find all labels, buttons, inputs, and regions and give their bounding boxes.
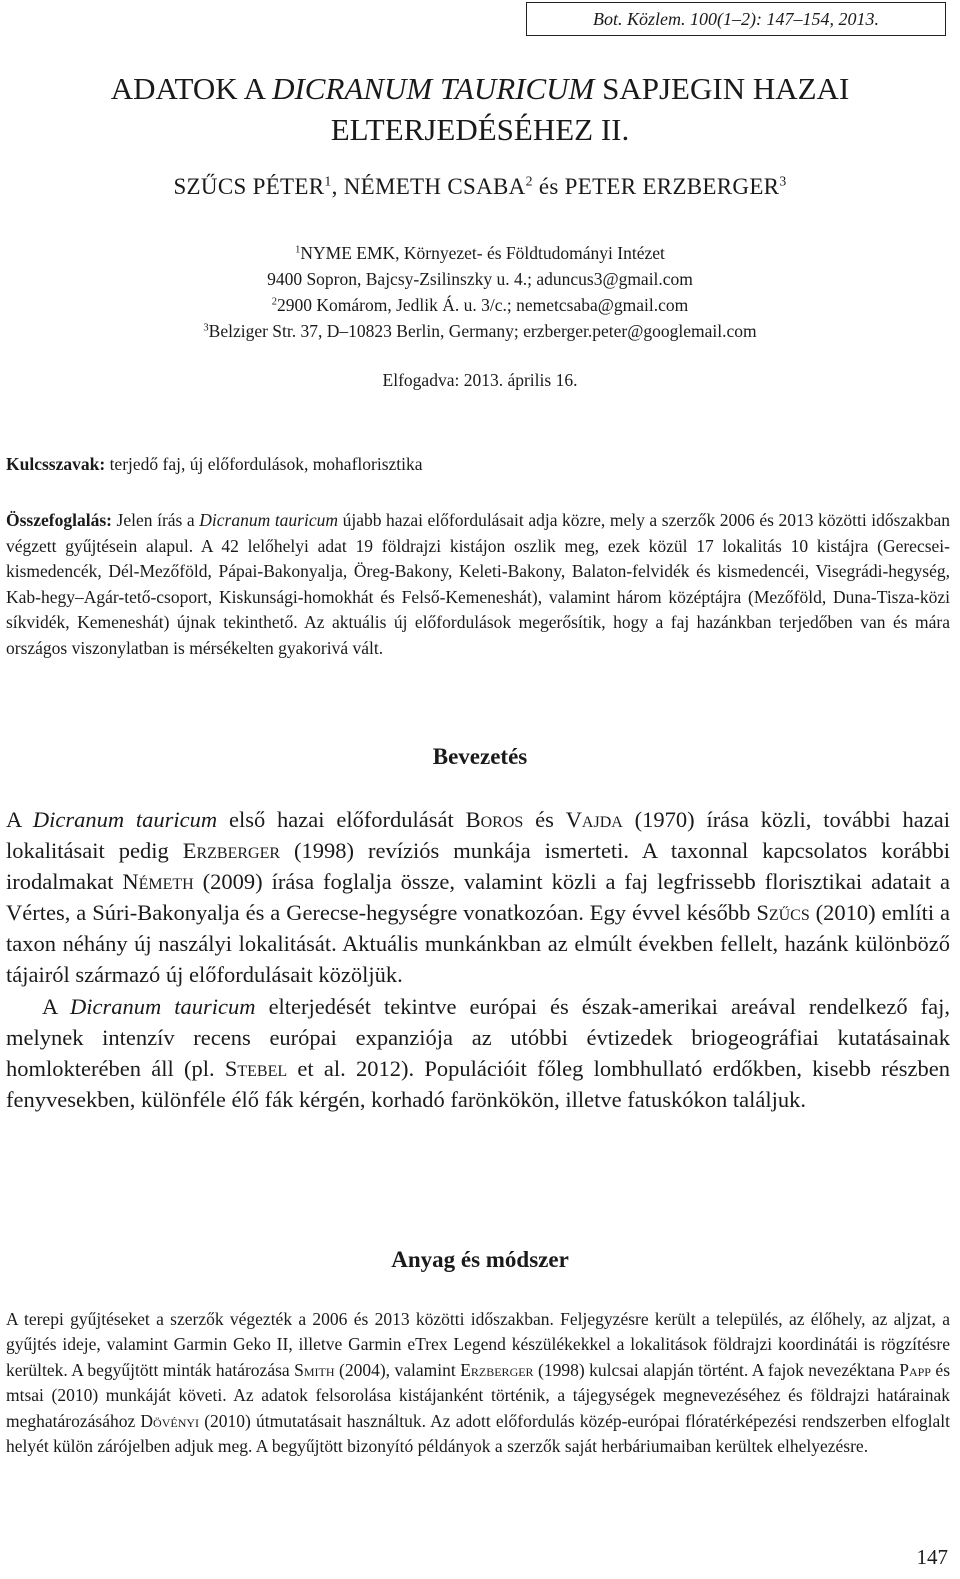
affiliation-3: $^3$Belziger Str. 37, D–10823 Berlin, Germany; erzberger.peter@googlemail.com bbox=[203, 321, 757, 341]
intro-paragraph-1: A Dicranum tauricum első hazai előfordulását Boros és Vajda (1970) írása közli, további hazai lokalitásait pedig Erzberger (1998) revíziós munkája ismerteti. A taxonnal kapcsolatos korábbi irodalmakat Németh (2009) írása foglalja össze, valamint közli a faj legfrissebb florisztikai adatait a Vértes, a Súri-Bakonyalja és a Gerecse-hegységre vonatkozóan. Egy évvel később Szűcs (2010) említi a taxon néhány új naszályi lokalitását. Aktuális munkánkban az elmúlt években fellelt, hazánk különböző tájairól származó új előfordulásait közöljük. bbox=[6, 807, 950, 988]
introduction-section bbox=[6, 804, 950, 1115]
abstract-label: Összefoglalás: bbox=[6, 510, 112, 530]
affiliation-1-address: 9400 Sopron, Bajcsy-Zsilinszky u. 4.; aduncus3@gmail.com bbox=[267, 269, 693, 289]
section-heading-introduction: Bevezetés bbox=[432, 744, 528, 769]
affiliation-2: $^2$2900 Komárom, Jedlik Á. u. 3/c.; nemetcsaba@gmail.com bbox=[271, 295, 689, 315]
keywords-label: Kulcsszavak: bbox=[6, 454, 106, 474]
section-heading-methods: Anyag és módszer bbox=[391, 1247, 569, 1272]
title-species: DICRANUM TAURICUM bbox=[272, 71, 595, 106]
author-list: SZŰCS PÉTER$^1$, NÉMETH CSABA$^2$ és PETER ERZBERGER$^3$ bbox=[173, 173, 787, 199]
affiliations bbox=[0, 240, 960, 344]
article-title bbox=[0, 68, 960, 150]
intro-paragraph-2: A Dicranum tauricum elterjedését tekintve európai és észak-amerikai areával rendelkező faj, melynek intenzív recens európai expanziója az utóbbi évtizedek briogeográfiai kutatásainak homlokterében áll (pl. Stebel et al. 2012). Populációit főleg lombhullató erdőkben, kisebb részben fenyvesekben, különféle élő fák kérgén, korhadó farönkökön, illetve fatuskókon találjuk. bbox=[6, 993, 950, 1112]
affiliation-1: $^1$NYME EMK, Környezet- és Földtudományi Intézet bbox=[295, 243, 665, 263]
title-line-1: ADATOK A DICRANUM TAURICUM SAPJEGIN HAZAI bbox=[110, 71, 850, 106]
journal-citation: Bot. Közlem. 100(1–2): 147–154, 2013. bbox=[526, 2, 946, 36]
methods-section bbox=[6, 1307, 950, 1459]
page-number: 147 bbox=[916, 1545, 948, 1569]
keywords: Kulcsszavak: terjedő faj, új előfordulások, mohaflorisztika bbox=[6, 454, 423, 474]
accepted-date: Elfogadva: 2013. április 16. bbox=[382, 370, 578, 390]
methods-paragraph: A terepi gyűjtéseket a szerzők végezték a 2006 és 2013 közötti időszakban. Feljegyzésre került a település, az élőhely, az aljzat, a gyűjtés ideje, valamint Garmin Geko II, illetve Garmin eTrex Legend készülékekkel a lokalitások földrajzi koordinátái is rögzítésre kerültek. A begyűjtött minták határozása Smith (2004), valamint Erzberger (1998) kulcsai alapján történt. A fajok nevezéktana Papp és mtsai (2010) munkáját követi. Az adatok felsorolása kistájanként történik, a tájegységek megnevezéséhez és földrajzi határainak meghatározásához Dövényi (2010) útmutatásait használtuk. Az adott előfordulás közép-európai flóratérképezési rendszerben elfoglalt helyét külön zárójelben adjuk meg. A begyűjtött bizonyító példányok a szerzők saját herbáriumaiban kerültek elhelyezésre. bbox=[6, 1309, 951, 1457]
title-line-2: ELTERJEDÉSÉHEZ II. bbox=[330, 112, 630, 147]
abstract: Összefoglalás: Jelen írás a Dicranum tauricum újabb hazai előfordulásait adja közre, mely a szerzők 2006 és 2013 közötti időszakban végzett gyűjtésein alapul. A 42 lelőhelyi adat 19 földrajzi kistájon oszlik meg, ezek közül 17 lokalitás 10 kistájra (Gerecsei-kismedencék, Dél-Mezőföld, Pápai-Bakonyalja, Öreg-Bakony, Keleti-Bakony, Balaton-felvidék és kismedencéi, Visegrádi-hegység, Kab-hegy–Agár-tető-csoport, Kiskunsági-homokhát és Felső-Kemeneshát), valamint három középtájra (Mezőföld, Duna-Tisza-közi síkvidék, Kemeneshát) újnak tekinthető. Az aktuális új előfordulások megerősítik, hogy a faj hazánkban terjedőben van és mára országos viszonylatban is mérsékelten gyakorivá vált. bbox=[6, 510, 951, 658]
